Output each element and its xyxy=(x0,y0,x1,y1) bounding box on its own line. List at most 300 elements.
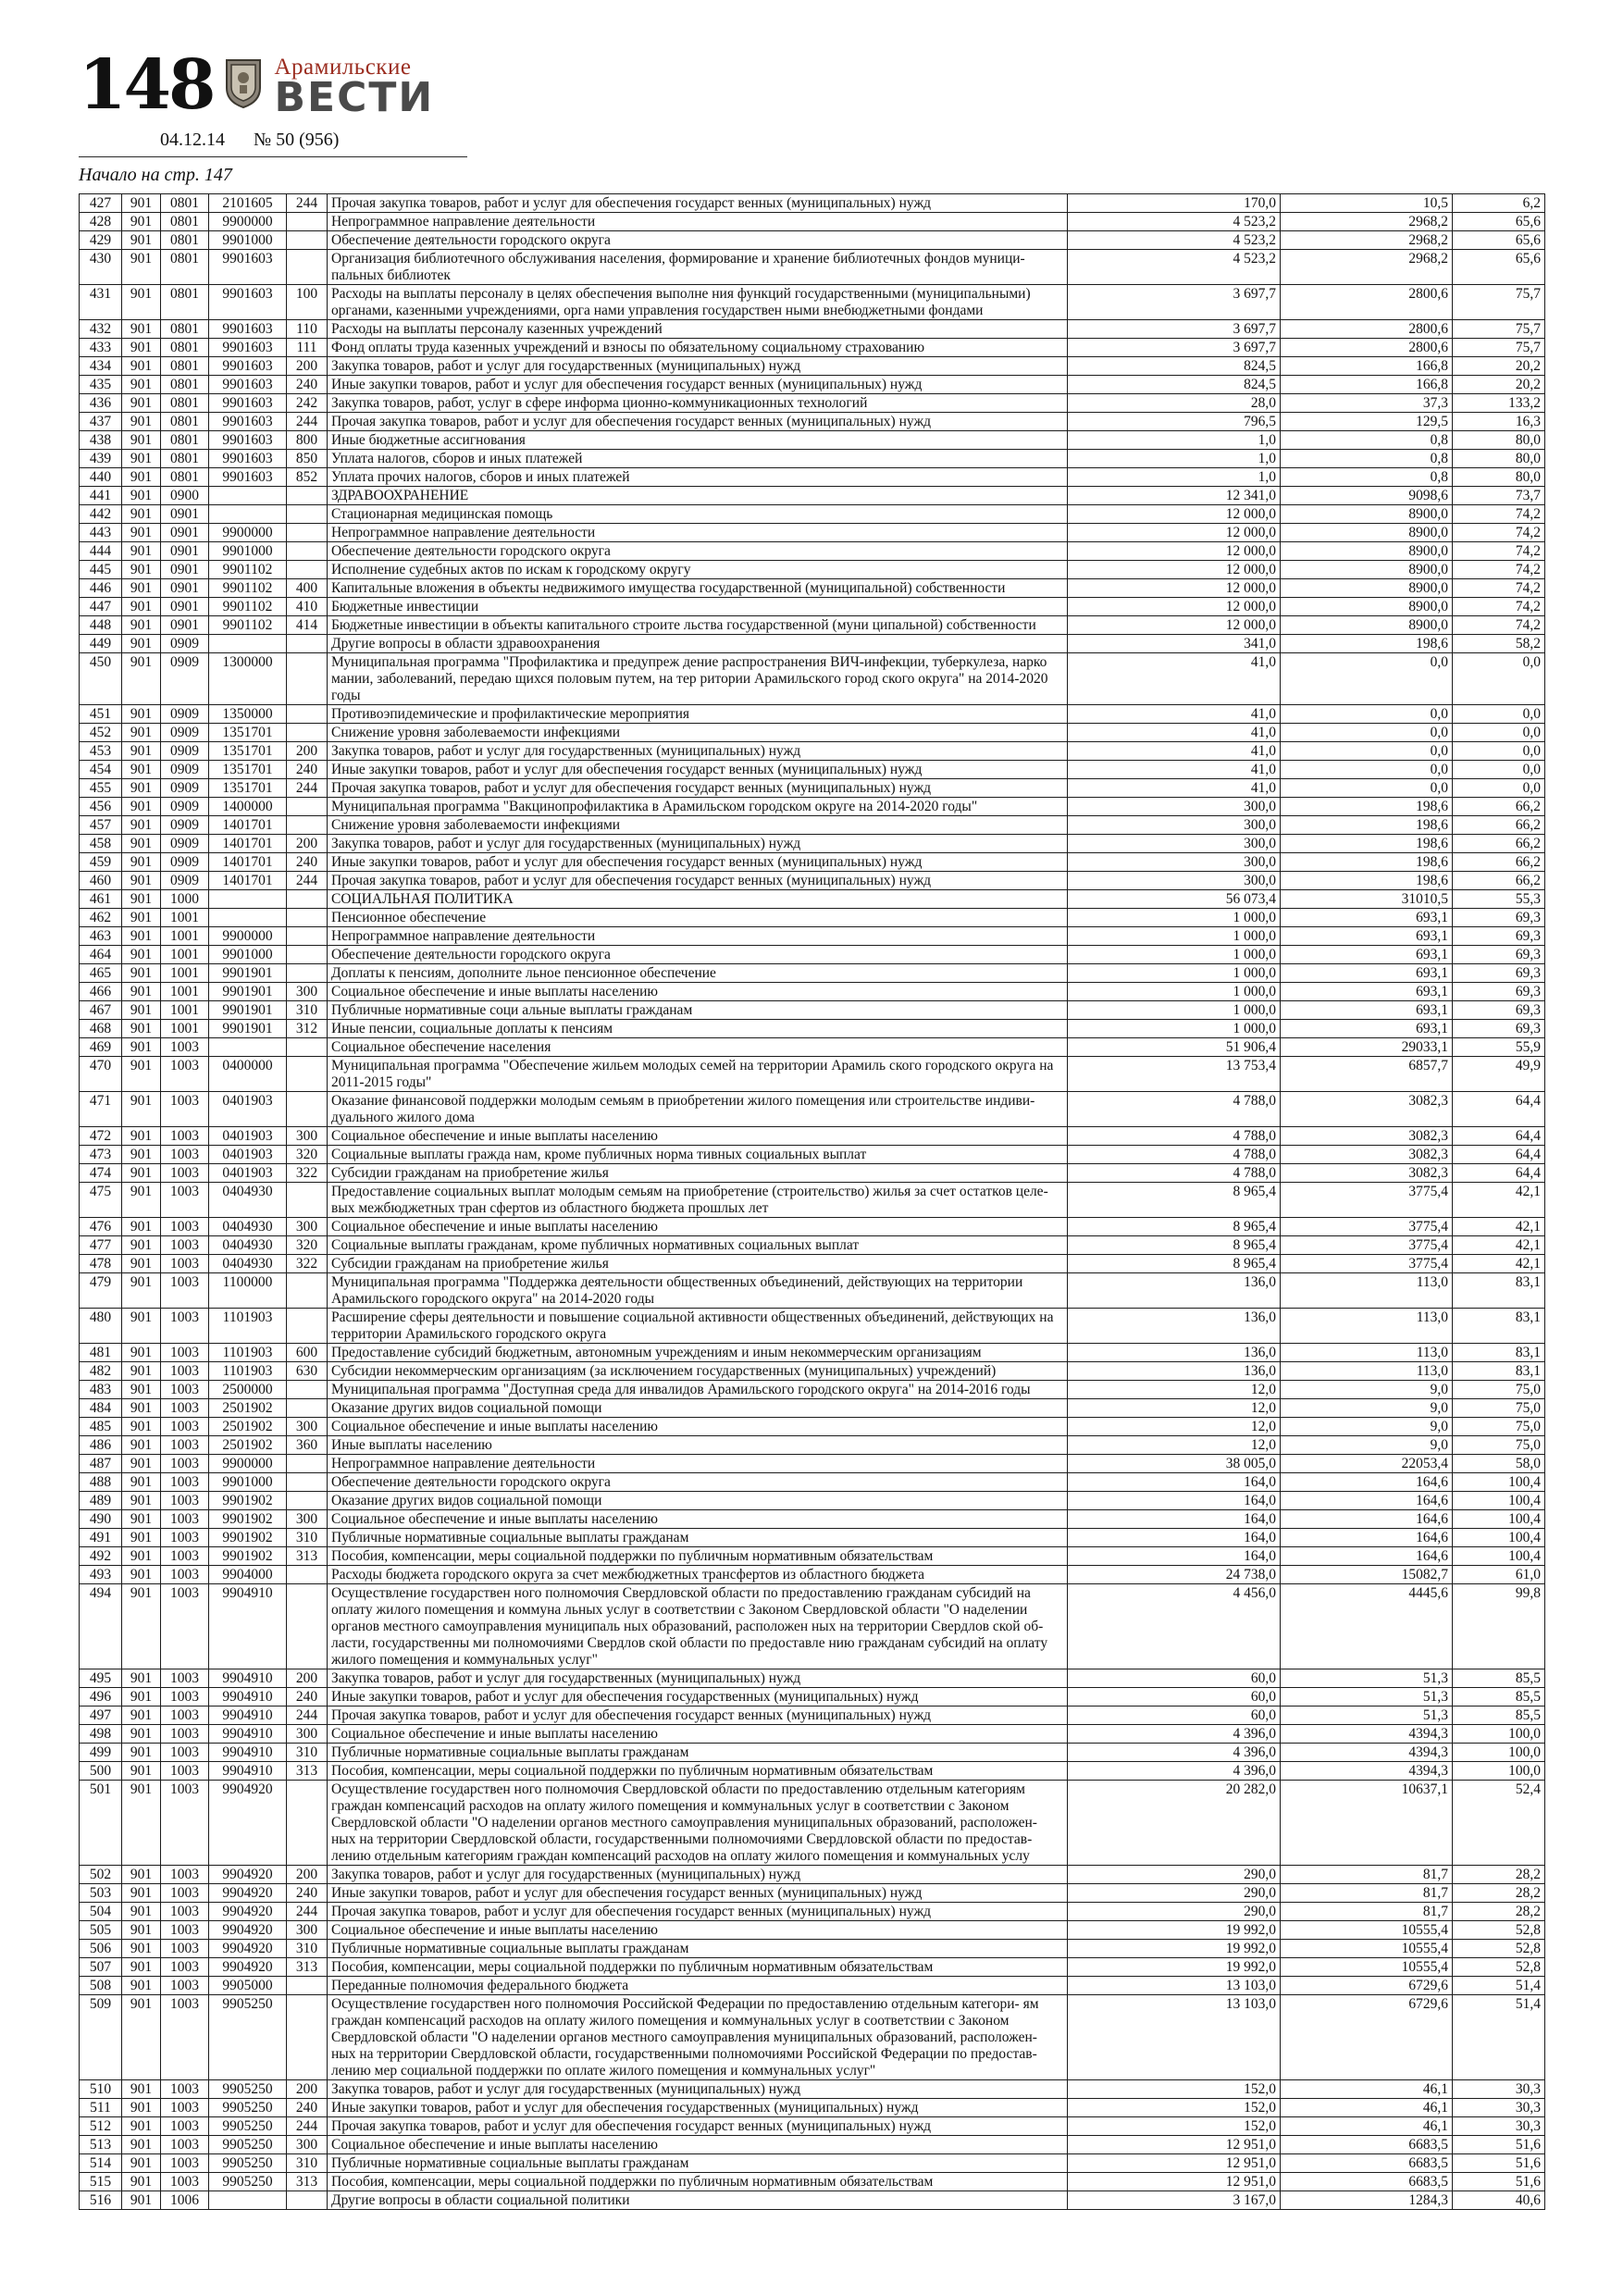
plan-amount-cell: 8 965,4 xyxy=(1068,1183,1281,1218)
row-num-cell: 498 xyxy=(80,1725,122,1744)
table-row xyxy=(80,2080,1545,2099)
executed-amount-cell: 6857,7 xyxy=(1281,1057,1453,1092)
percent-cell: 58,0 xyxy=(1453,1455,1545,1473)
section-code-cell: 1003 xyxy=(161,1744,209,1762)
adm-code-cell: 901 xyxy=(122,598,161,616)
article-code-cell: 2101605 xyxy=(209,194,287,213)
executed-amount-cell: 46,1 xyxy=(1281,2080,1453,2099)
plan-amount-cell: 170,0 xyxy=(1068,194,1281,213)
expense-type-cell xyxy=(287,909,328,927)
executed-amount-cell: 8900,0 xyxy=(1281,542,1453,561)
row-num-cell: 506 xyxy=(80,1940,122,1958)
expense-type-cell: 244 xyxy=(287,413,328,431)
executed-amount-cell: 3775,4 xyxy=(1281,1183,1453,1218)
section-code-cell: 0801 xyxy=(161,357,209,376)
row-num-cell: 501 xyxy=(80,1781,122,1866)
adm-code-cell: 901 xyxy=(122,1473,161,1492)
section-code-cell: 0909 xyxy=(161,653,209,705)
expense-type-cell: 300 xyxy=(287,1218,328,1236)
expense-type-cell: 600 xyxy=(287,1344,328,1362)
section-code-cell: 1003 xyxy=(161,1273,209,1309)
section-code-cell: 1003 xyxy=(161,1529,209,1547)
table-row xyxy=(80,1236,1545,1255)
executed-amount-cell: 9098,6 xyxy=(1281,487,1453,505)
table-row xyxy=(80,1473,1545,1492)
table-row xyxy=(80,394,1545,413)
article-code-cell: 9904910 xyxy=(209,1688,287,1706)
table-row xyxy=(80,1146,1545,1164)
plan-amount-cell: 12 000,0 xyxy=(1068,616,1281,635)
adm-code-cell: 901 xyxy=(122,1255,161,1273)
executed-amount-cell: 3082,3 xyxy=(1281,1164,1453,1183)
article-code-cell: 9901603 xyxy=(209,413,287,431)
expense-type-cell xyxy=(287,213,328,231)
row-num-cell: 440 xyxy=(80,468,122,487)
executed-amount-cell: 129,5 xyxy=(1281,413,1453,431)
row-num-cell: 457 xyxy=(80,816,122,835)
row-num-cell: 475 xyxy=(80,1183,122,1218)
executed-amount-cell: 0,8 xyxy=(1281,431,1453,450)
section-code-cell: 0909 xyxy=(161,635,209,653)
executed-amount-cell: 51,3 xyxy=(1281,1669,1453,1688)
executed-amount-cell: 164,6 xyxy=(1281,1547,1453,1566)
percent-cell: 75,0 xyxy=(1453,1436,1545,1455)
percent-cell: 75,7 xyxy=(1453,339,1545,357)
plan-amount-cell: 4 396,0 xyxy=(1068,1762,1281,1781)
executed-amount-cell: 6729,6 xyxy=(1281,1977,1453,1995)
section-code-cell: 1003 xyxy=(161,1884,209,1903)
plan-amount-cell: 41,0 xyxy=(1068,705,1281,724)
plan-amount-cell: 12 000,0 xyxy=(1068,598,1281,616)
adm-code-cell: 901 xyxy=(122,890,161,909)
name-cell: Субсидии некоммерческим организациям (за исключением государственных (муниципальных) учреждений) xyxy=(328,1362,1068,1381)
name-cell: Прочая закупка товаров, работ и услуг для обеспечения государст венных (муниципальных) нужд xyxy=(328,779,1068,798)
expense-type-cell xyxy=(287,1038,328,1057)
expense-type-cell: 310 xyxy=(287,1529,328,1547)
plan-amount-cell: 3 697,7 xyxy=(1068,320,1281,339)
table-row xyxy=(80,1781,1545,1866)
article-code-cell: 9904920 xyxy=(209,1866,287,1884)
percent-cell: 69,3 xyxy=(1453,1001,1545,1020)
masthead-brand xyxy=(274,55,435,121)
percent-cell: 66,2 xyxy=(1453,816,1545,835)
executed-amount-cell: 693,1 xyxy=(1281,927,1453,946)
table-row xyxy=(80,285,1545,320)
article-code-cell: 9905250 xyxy=(209,2117,287,2136)
table-row xyxy=(80,2117,1545,2136)
row-num-cell: 461 xyxy=(80,890,122,909)
plan-amount-cell: 300,0 xyxy=(1068,872,1281,890)
adm-code-cell: 901 xyxy=(122,927,161,946)
expense-type-cell: 200 xyxy=(287,1669,328,1688)
expense-type-cell: 800 xyxy=(287,431,328,450)
article-code-cell: 9904910 xyxy=(209,1584,287,1669)
plan-amount-cell: 19 992,0 xyxy=(1068,1958,1281,1977)
expense-type-cell xyxy=(287,1057,328,1092)
article-code-cell xyxy=(209,635,287,653)
executed-amount-cell: 2800,6 xyxy=(1281,339,1453,357)
adm-code-cell: 901 xyxy=(122,653,161,705)
section-code-cell: 1003 xyxy=(161,1362,209,1381)
name-cell: Муниципальная программа "Профилактика и предупреж дение распространения ВИЧ-инфекции, туберкулеза, нарко мании, заболеваний, передаю щихся половым путем, на тер ритории Арамильского город ского округа" на 2014-2020 годы xyxy=(328,653,1068,705)
percent-cell: 100,4 xyxy=(1453,1473,1545,1492)
percent-cell: 16,3 xyxy=(1453,413,1545,431)
expense-type-cell xyxy=(287,1473,328,1492)
percent-cell: 69,3 xyxy=(1453,1020,1545,1038)
expense-type-cell: 240 xyxy=(287,376,328,394)
article-code-cell: 2500000 xyxy=(209,1381,287,1399)
expense-type-cell: 852 xyxy=(287,468,328,487)
table-row xyxy=(80,1001,1545,1020)
row-num-cell: 432 xyxy=(80,320,122,339)
section-code-cell: 1003 xyxy=(161,1977,209,1995)
row-num-cell: 474 xyxy=(80,1164,122,1183)
name-cell: Противоэпидемические и профилактические мероприятия xyxy=(328,705,1068,724)
row-num-cell: 513 xyxy=(80,2136,122,2154)
name-cell: Оказание финансовой поддержки молодым семьям в приобретении жилого помещения или строительстве индиви- дуального жилого дома xyxy=(328,1092,1068,1127)
executed-amount-cell: 113,0 xyxy=(1281,1309,1453,1344)
percent-cell: 69,3 xyxy=(1453,983,1545,1001)
percent-cell: 100,4 xyxy=(1453,1529,1545,1547)
row-num-cell: 483 xyxy=(80,1381,122,1399)
table-row xyxy=(80,542,1545,561)
name-cell: Доплаты к пенсиям, дополните льное пенсионное обеспечение xyxy=(328,964,1068,983)
article-code-cell: 9901102 xyxy=(209,561,287,579)
article-code-cell: 0401903 xyxy=(209,1164,287,1183)
name-cell: Иные закупки товаров, работ и услуг для обеспечения государственных (муниципальных) нужд xyxy=(328,1688,1068,1706)
name-cell: Расходы бюджета городского округа за счет межбюджетных трансфертов из областного бюджета xyxy=(328,1566,1068,1584)
article-code-cell: 9901102 xyxy=(209,616,287,635)
table-row xyxy=(80,2154,1545,2173)
percent-cell: 100,4 xyxy=(1453,1510,1545,1529)
table-row xyxy=(80,1164,1545,1183)
executed-amount-cell: 1284,3 xyxy=(1281,2191,1453,2210)
article-code-cell: 1351701 xyxy=(209,724,287,742)
percent-cell: 51,6 xyxy=(1453,2154,1545,2173)
adm-code-cell: 901 xyxy=(122,1020,161,1038)
percent-cell: 0,0 xyxy=(1453,761,1545,779)
table-row xyxy=(80,487,1545,505)
article-code-cell: 0404930 xyxy=(209,1183,287,1218)
executed-amount-cell: 10637,1 xyxy=(1281,1781,1453,1866)
adm-code-cell: 901 xyxy=(122,320,161,339)
plan-amount-cell: 41,0 xyxy=(1068,779,1281,798)
percent-cell: 28,2 xyxy=(1453,1903,1545,1921)
adm-code-cell: 901 xyxy=(122,779,161,798)
percent-cell: 0,0 xyxy=(1453,653,1545,705)
executed-amount-cell: 164,6 xyxy=(1281,1473,1453,1492)
row-num-cell: 502 xyxy=(80,1866,122,1884)
article-code-cell xyxy=(209,909,287,927)
adm-code-cell: 901 xyxy=(122,1706,161,1725)
plan-amount-cell: 60,0 xyxy=(1068,1669,1281,1688)
executed-amount-cell: 3082,3 xyxy=(1281,1127,1453,1146)
row-num-cell: 490 xyxy=(80,1510,122,1529)
section-code-cell: 0801 xyxy=(161,213,209,231)
table-row xyxy=(80,1344,1545,1362)
percent-cell: 28,2 xyxy=(1453,1884,1545,1903)
name-cell: Пособия, компенсации, меры социальной поддержки по публичным нормативным обязательствам xyxy=(328,1762,1068,1781)
executed-amount-cell: 9,0 xyxy=(1281,1399,1453,1418)
percent-cell: 133,2 xyxy=(1453,394,1545,413)
executed-amount-cell: 3775,4 xyxy=(1281,1218,1453,1236)
executed-amount-cell: 3775,4 xyxy=(1281,1236,1453,1255)
row-num-cell: 511 xyxy=(80,2099,122,2117)
table-row xyxy=(80,927,1545,946)
expense-type-cell xyxy=(287,1492,328,1510)
executed-amount-cell: 693,1 xyxy=(1281,983,1453,1001)
percent-cell: 42,1 xyxy=(1453,1255,1545,1273)
row-num-cell: 429 xyxy=(80,231,122,250)
percent-cell: 0,0 xyxy=(1453,724,1545,742)
row-num-cell: 479 xyxy=(80,1273,122,1309)
table-row xyxy=(80,250,1545,285)
row-num-cell: 468 xyxy=(80,1020,122,1038)
expense-type-cell: 110 xyxy=(287,320,328,339)
expense-type-cell: 300 xyxy=(287,1127,328,1146)
article-code-cell: 9904910 xyxy=(209,1744,287,1762)
article-code-cell: 9901603 xyxy=(209,339,287,357)
adm-code-cell: 901 xyxy=(122,1236,161,1255)
expense-type-cell xyxy=(287,561,328,579)
name-cell: Осуществление государствен ного полномочия Свердловской области по предоставлению гражданам субсидий на оплату жилого помещения и коммуна льных услуг в соответствии с Законом Свердловской области "О наделении органов местного самоуправления муниципаль ных образований, расположен ных на территории Свердлов ской об- ласти, государственны ми полномочиями Свердлов ской области по предоставле нию гражданам субсидий на оплату жилого помещения и коммунальных услуг" xyxy=(328,1584,1068,1669)
name-cell: Прочая закупка товаров, работ и услуг для обеспечения государст венных (муниципальных) нужд xyxy=(328,1706,1068,1725)
article-code-cell: 9901603 xyxy=(209,394,287,413)
adm-code-cell: 901 xyxy=(122,1344,161,1362)
table-row xyxy=(80,1492,1545,1510)
name-cell: Социальное обеспечение и иные выплаты населению xyxy=(328,1418,1068,1436)
percent-cell: 69,3 xyxy=(1453,909,1545,927)
article-code-cell: 1101903 xyxy=(209,1362,287,1381)
article-code-cell: 9904000 xyxy=(209,1566,287,1584)
section-code-cell: 0909 xyxy=(161,798,209,816)
plan-amount-cell: 8 965,4 xyxy=(1068,1218,1281,1236)
percent-cell: 100,4 xyxy=(1453,1492,1545,1510)
name-cell: Оказание других видов социальной помощи xyxy=(328,1399,1068,1418)
percent-cell: 51,4 xyxy=(1453,1995,1545,2080)
executed-amount-cell: 10555,4 xyxy=(1281,1958,1453,1977)
plan-amount-cell: 1 000,0 xyxy=(1068,946,1281,964)
name-cell: Расширение сферы деятельности и повышение социальной активности общественных объединений, действующих на территории Арамильского городского округа xyxy=(328,1309,1068,1344)
table-row xyxy=(80,1977,1545,1995)
row-num-cell: 510 xyxy=(80,2080,122,2099)
plan-amount-cell: 13 103,0 xyxy=(1068,1977,1281,1995)
article-code-cell: 1100000 xyxy=(209,1273,287,1309)
expense-type-cell: 300 xyxy=(287,1418,328,1436)
section-code-cell: 1003 xyxy=(161,1492,209,1510)
adm-code-cell: 901 xyxy=(122,1903,161,1921)
adm-code-cell: 901 xyxy=(122,742,161,761)
name-cell: Муниципальная программа "Доступная среда для инвалидов Арамильского городского округа" на 2014-2016 годы xyxy=(328,1381,1068,1399)
adm-code-cell: 901 xyxy=(122,561,161,579)
expense-type-cell: 310 xyxy=(287,1940,328,1958)
adm-code-cell: 901 xyxy=(122,1866,161,1884)
article-code-cell: 1401701 xyxy=(209,872,287,890)
expense-type-cell xyxy=(287,1566,328,1584)
adm-code-cell: 901 xyxy=(122,394,161,413)
row-num-cell: 437 xyxy=(80,413,122,431)
percent-cell: 100,0 xyxy=(1453,1725,1545,1744)
plan-amount-cell: 290,0 xyxy=(1068,1884,1281,1903)
percent-cell: 99,8 xyxy=(1453,1584,1545,1669)
row-num-cell: 487 xyxy=(80,1455,122,1473)
section-code-cell: 1003 xyxy=(161,1688,209,1706)
executed-amount-cell: 6683,5 xyxy=(1281,2136,1453,2154)
executed-amount-cell: 2968,2 xyxy=(1281,231,1453,250)
expense-type-cell: 300 xyxy=(287,2136,328,2154)
adm-code-cell: 901 xyxy=(122,1725,161,1744)
plan-amount-cell: 4 788,0 xyxy=(1068,1146,1281,1164)
adm-code-cell: 901 xyxy=(122,1781,161,1866)
percent-cell: 75,0 xyxy=(1453,1381,1545,1399)
name-cell: Иные выплаты населению xyxy=(328,1436,1068,1455)
adm-code-cell: 901 xyxy=(122,1762,161,1781)
section-code-cell: 1003 xyxy=(161,1309,209,1344)
plan-amount-cell: 164,0 xyxy=(1068,1529,1281,1547)
name-cell: Пособия, компенсации, меры социальной поддержки по публичным нормативным обязательствам xyxy=(328,1958,1068,1977)
plan-amount-cell: 4 396,0 xyxy=(1068,1725,1281,1744)
article-code-cell: 9904920 xyxy=(209,1884,287,1903)
percent-cell: 100,4 xyxy=(1453,1547,1545,1566)
adm-code-cell: 901 xyxy=(122,450,161,468)
table-row xyxy=(80,798,1545,816)
executed-amount-cell: 81,7 xyxy=(1281,1884,1453,1903)
adm-code-cell: 901 xyxy=(122,505,161,524)
name-cell: Осуществление государствен ного полномочия Российской Федерации по предоставлению отдельным категори- ям граждан компенсаций расходов на оплату жилого помещения и коммунальных услуг в соответствии с Законом Свердловской области "О наделении органов местного самоуправления муниципальных образований, расположен- ных на территории Свердловской области, государственными полномочиями Российской Федерации по предостав- лению мер социальной поддержки по оплате жилого помещения и коммунальных услуг" xyxy=(328,1995,1068,2080)
name-cell: Непрограммное направление деятельности xyxy=(328,1455,1068,1473)
plan-amount-cell: 1 000,0 xyxy=(1068,927,1281,946)
section-code-cell: 0801 xyxy=(161,320,209,339)
expense-type-cell: 242 xyxy=(287,394,328,413)
article-code-cell: 2501902 xyxy=(209,1436,287,1455)
percent-cell: 83,1 xyxy=(1453,1344,1545,1362)
section-code-cell: 1003 xyxy=(161,1381,209,1399)
adm-code-cell: 901 xyxy=(122,468,161,487)
row-num-cell: 486 xyxy=(80,1436,122,1455)
percent-cell: 75,0 xyxy=(1453,1418,1545,1436)
plan-amount-cell: 4 523,2 xyxy=(1068,231,1281,250)
executed-amount-cell: 2968,2 xyxy=(1281,250,1453,285)
percent-cell: 74,2 xyxy=(1453,598,1545,616)
row-num-cell: 494 xyxy=(80,1584,122,1669)
name-cell: Организация библиотечного обслуживания населения, формирование и хранение библиотечных фондов муници- пальных библиотек xyxy=(328,250,1068,285)
section-code-cell: 1001 xyxy=(161,983,209,1001)
executed-amount-cell: 10555,4 xyxy=(1281,1921,1453,1940)
adm-code-cell: 901 xyxy=(122,1455,161,1473)
section-code-cell: 1003 xyxy=(161,1436,209,1455)
article-code-cell: 9905250 xyxy=(209,1995,287,2080)
name-cell: Социальное обеспечение и иные выплаты населению xyxy=(328,1725,1068,1744)
table-row xyxy=(80,1218,1545,1236)
executed-amount-cell: 8900,0 xyxy=(1281,561,1453,579)
article-code-cell: 0401903 xyxy=(209,1092,287,1127)
percent-cell: 55,3 xyxy=(1453,890,1545,909)
article-code-cell: 1300000 xyxy=(209,653,287,705)
name-cell: Социальное обеспечение и иные выплаты населению xyxy=(328,1218,1068,1236)
plan-amount-cell: 341,0 xyxy=(1068,635,1281,653)
adm-code-cell: 901 xyxy=(122,1744,161,1762)
article-code-cell: 9900000 xyxy=(209,524,287,542)
table-row xyxy=(80,1038,1545,1057)
percent-cell: 74,2 xyxy=(1453,561,1545,579)
percent-cell: 80,0 xyxy=(1453,450,1545,468)
adm-code-cell: 901 xyxy=(122,2099,161,2117)
expense-type-cell xyxy=(287,635,328,653)
row-num-cell: 505 xyxy=(80,1921,122,1940)
article-code-cell: 9904920 xyxy=(209,1958,287,1977)
executed-amount-cell: 693,1 xyxy=(1281,1001,1453,1020)
executed-amount-cell: 164,6 xyxy=(1281,1510,1453,1529)
adm-code-cell: 901 xyxy=(122,1510,161,1529)
plan-amount-cell: 12,0 xyxy=(1068,1381,1281,1399)
executed-amount-cell: 9,0 xyxy=(1281,1381,1453,1399)
adm-code-cell: 901 xyxy=(122,1183,161,1218)
name-cell: Закупка товаров, работ и услуг для государственных (муниципальных) нужд xyxy=(328,742,1068,761)
plan-amount-cell: 12 951,0 xyxy=(1068,2136,1281,2154)
table-row xyxy=(80,1688,1545,1706)
article-code-cell: 1351701 xyxy=(209,779,287,798)
executed-amount-cell: 0,0 xyxy=(1281,742,1453,761)
name-cell: Бюджетные инвестиции xyxy=(328,598,1068,616)
row-num-cell: 476 xyxy=(80,1218,122,1236)
adm-code-cell: 901 xyxy=(122,983,161,1001)
article-code-cell: 9900000 xyxy=(209,927,287,946)
row-num-cell: 447 xyxy=(80,598,122,616)
expense-type-cell xyxy=(287,946,328,964)
percent-cell: 52,4 xyxy=(1453,1781,1545,1866)
row-num-cell: 465 xyxy=(80,964,122,983)
expense-type-cell: 244 xyxy=(287,872,328,890)
expense-type-cell: 300 xyxy=(287,1725,328,1744)
section-code-cell: 0909 xyxy=(161,779,209,798)
expense-type-cell xyxy=(287,705,328,724)
article-code-cell: 9901902 xyxy=(209,1529,287,1547)
percent-cell: 83,1 xyxy=(1453,1273,1545,1309)
row-num-cell: 480 xyxy=(80,1309,122,1344)
name-cell: Прочая закупка товаров, работ и услуг для обеспечения государст венных (муниципальных) нужд xyxy=(328,872,1068,890)
section-code-cell: 1003 xyxy=(161,1236,209,1255)
table-row xyxy=(80,1584,1545,1669)
table-row xyxy=(80,1725,1545,1744)
plan-amount-cell: 4 523,2 xyxy=(1068,213,1281,231)
expense-type-cell: 313 xyxy=(287,2173,328,2191)
plan-amount-cell: 290,0 xyxy=(1068,1866,1281,1884)
name-cell: Иные бюджетные ассигнования xyxy=(328,431,1068,450)
percent-cell: 85,5 xyxy=(1453,1688,1545,1706)
article-code-cell: 9901901 xyxy=(209,1001,287,1020)
table-row xyxy=(80,742,1545,761)
section-code-cell: 1003 xyxy=(161,1146,209,1164)
row-num-cell: 495 xyxy=(80,1669,122,1688)
plan-amount-cell: 152,0 xyxy=(1068,2099,1281,2117)
name-cell: Муниципальная программа "Вакцинопрофилактика в Арамильском городском округе на 2014-2020 годы" xyxy=(328,798,1068,816)
section-code-cell: 0901 xyxy=(161,505,209,524)
table-row xyxy=(80,524,1545,542)
expense-type-cell xyxy=(287,1455,328,1473)
executed-amount-cell: 9,0 xyxy=(1281,1418,1453,1436)
adm-code-cell: 901 xyxy=(122,1977,161,1995)
name-cell: Муниципальная программа "Обеспечение жильем молодых семей на территории Арамиль ского городского округа на 2011-2015 годы" xyxy=(328,1057,1068,1092)
executed-amount-cell: 51,3 xyxy=(1281,1706,1453,1725)
section-code-cell: 1003 xyxy=(161,1344,209,1362)
table-row xyxy=(80,2136,1545,2154)
executed-amount-cell: 693,1 xyxy=(1281,909,1453,927)
table-row xyxy=(80,1381,1545,1399)
expense-type-cell: 310 xyxy=(287,1744,328,1762)
name-cell: Публичные нормативные социальные выплаты гражданам xyxy=(328,1940,1068,1958)
table-row xyxy=(80,1127,1545,1146)
expense-type-cell: 300 xyxy=(287,1510,328,1529)
